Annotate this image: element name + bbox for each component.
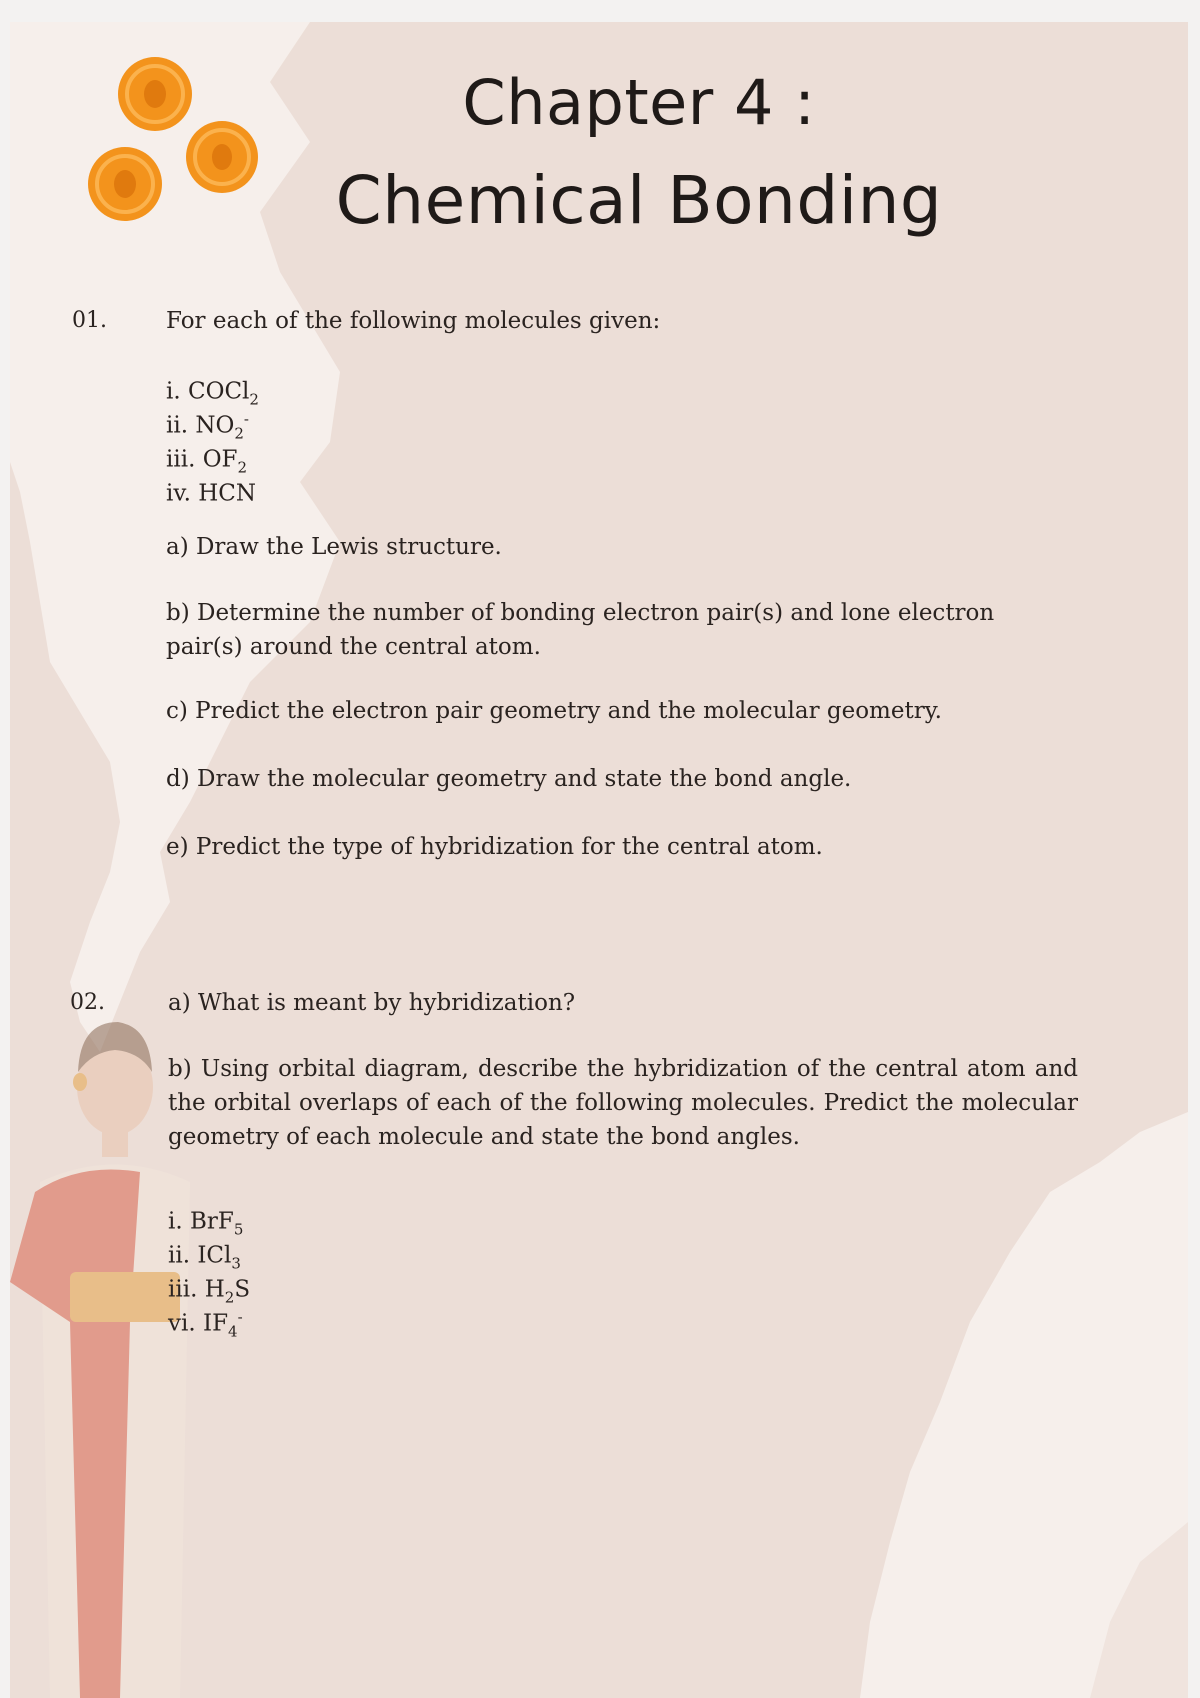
- chapter-title: Chapter 4 :: [462, 66, 816, 139]
- question-part-c: c) Predict the electron pair geometry and the molecular geometry.: [166, 698, 942, 724]
- molecule-item: vi. $IF_4^-$: [168, 1308, 243, 1341]
- molecule-item: ii. ICl$_3$: [168, 1242, 241, 1273]
- question-part-b: b) Determine the number of bonding electron pair(s) and lone electron pair(s) around the central atom.: [166, 600, 995, 660]
- question-part-e: e) Predict the type of hybridization for the central atom.: [166, 834, 823, 860]
- question-part-d: d) Draw the molecular geometry and state the bond angle.: [166, 766, 852, 792]
- question-number: 02.: [70, 990, 105, 1015]
- chapter-subtitle: Chemical Bonding: [335, 162, 943, 239]
- molecule-item: i. BrF$_5$: [168, 1208, 244, 1239]
- molecule-item: iii. $OF_2$: [166, 446, 248, 477]
- roman-figure-illustration: [10, 1022, 190, 1698]
- question-part-a: a) What is meant by hybridization?: [168, 990, 576, 1016]
- molecule-item: i. COCl$_2$: [166, 378, 259, 409]
- question-part-a: a) Draw the Lewis structure.: [166, 534, 502, 560]
- molecule-item: iv. HCN: [166, 480, 257, 507]
- question-number: 01.: [72, 308, 107, 333]
- molecule-item: iii. $H_2S$: [168, 1276, 251, 1307]
- worksheet-page: [10, 22, 1188, 1698]
- question-intro: For each of the following molecules given:: [166, 308, 661, 334]
- question-part-b: b) Using orbital diagram, describe the hybridization of the central atom and the orbital overlaps of each of the following molecules. Predict the molecular geometry of each molecule and state the bond angles.: [168, 1056, 1078, 1150]
- molecule-item: ii. $NO_2^-$: [166, 410, 249, 443]
